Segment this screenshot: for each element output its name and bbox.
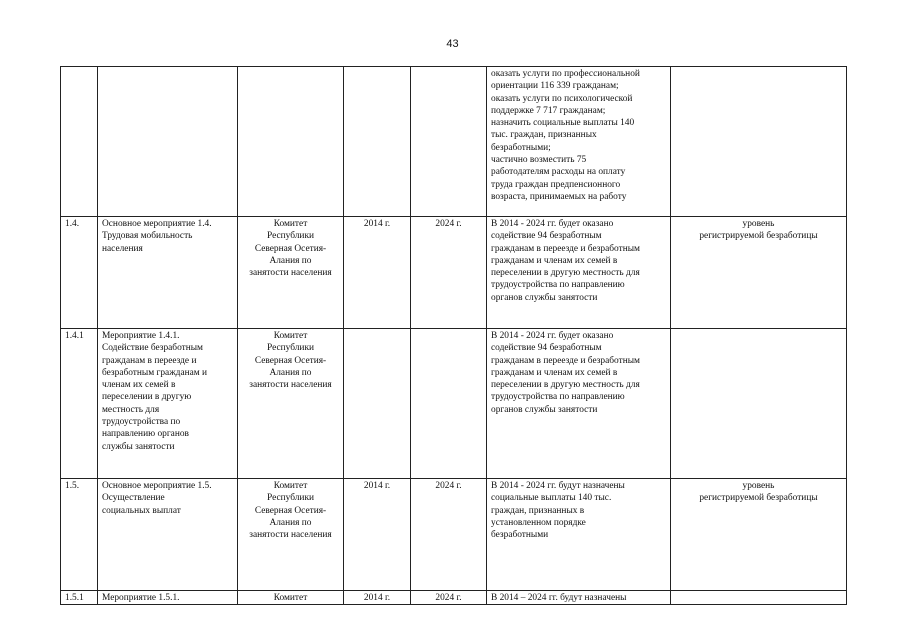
cell-text-line: гражданам и членам их семей в — [491, 367, 618, 378]
activity-name — [98, 329, 238, 479]
end-year — [411, 67, 487, 217]
target-indicator — [671, 217, 847, 329]
table-row — [61, 329, 847, 479]
cell-text-line: гражданам в переезде и — [102, 355, 197, 366]
cell-text-line: частично возместить 75 — [491, 155, 587, 166]
cell-text-line: ориентации 116 339 гражданам; — [491, 81, 619, 92]
cell-text-line: Алания по — [269, 517, 312, 528]
cell-text-line: безработным гражданам и — [102, 367, 208, 378]
target-indicator — [671, 591, 847, 605]
cell-text-line: Алания по — [269, 255, 312, 266]
cell-text-line: оказать услуги по профессиональной — [491, 69, 640, 79]
start-year: 2014 г. — [344, 479, 411, 591]
cell-text-line: органов службы занятости — [491, 292, 598, 303]
cell-text-line: Осуществление — [102, 493, 165, 504]
cell-text-line: регистрируемой безработицы — [699, 231, 818, 242]
expected-result — [487, 329, 671, 479]
cell-text-line: Северная Осетия- — [254, 505, 327, 516]
cell-text-line: социальных выплат — [102, 505, 181, 516]
activity-name — [98, 217, 238, 329]
cell-text-line: Северная Осетия- — [254, 243, 327, 254]
activity-name — [98, 67, 238, 217]
cell-text-line: В 2014 - 2024 гг. будут назначены — [491, 481, 625, 491]
cell-text-line: труда граждан предпенсионного — [491, 179, 621, 190]
cell-text-line: Комитет — [273, 481, 308, 491]
responsible-executor — [238, 67, 344, 217]
cell-text-line: В 2014 - 2024 гг. будет оказано — [491, 331, 614, 341]
page-number: 43 — [446, 38, 459, 50]
cell-text-line: трудоустройства по направлению — [491, 280, 625, 291]
table-row — [61, 67, 847, 217]
cell-text-line: гражданам в переезде и безработным — [491, 355, 640, 366]
responsible-executor — [238, 591, 344, 605]
target-indicator — [671, 67, 847, 217]
cell-text-line: назначить социальные выплаты 140 — [491, 118, 635, 129]
cell-text-line: Северная Осетия- — [254, 355, 327, 366]
program-activities-table — [60, 66, 847, 605]
cell-text-line: Республики — [266, 231, 315, 242]
cell-text-line: возраста, принимаемых на работу — [491, 191, 627, 202]
row-number: 1.4.1 — [61, 329, 98, 479]
cell-text-line: регистрируемой безработицы — [699, 493, 818, 504]
cell-text-line: Алания по — [269, 367, 312, 378]
cell-text-line: Основное мероприятие 1.5. — [102, 481, 212, 491]
cell-text-line: переселении в другую — [102, 392, 192, 403]
start-year: 2014 г. — [344, 217, 411, 329]
responsible-executor — [238, 217, 344, 329]
cell-text-line: В 2014 - 2024 гг. будет оказано — [491, 219, 614, 229]
cell-text-line: содействие 94 безработным — [491, 343, 602, 354]
cell-text-line: установленном порядке — [491, 517, 586, 528]
cell-text-line: Мероприятие 1.4.1. — [102, 331, 180, 341]
cell-text-line: Трудовая мобильность — [102, 231, 193, 242]
responsible-executor — [238, 479, 344, 591]
cell-text-line: службы занятости — [102, 441, 175, 452]
cell-text-line: поддержке 7 717 гражданам; — [491, 105, 606, 116]
target-indicator — [671, 329, 847, 479]
cell-text-line: гражданам и членам их семей в — [491, 255, 618, 266]
table-row — [61, 479, 847, 591]
start-year — [344, 329, 411, 479]
expected-result — [487, 217, 671, 329]
cell-text-line: Мероприятие 1.5.1. — [102, 593, 180, 603]
cell-text-line: В 2014 – 2024 гг. будут назначены — [491, 593, 627, 603]
cell-text-line: Комитет — [273, 593, 308, 603]
table-row — [61, 591, 847, 605]
row-number: 1.4. — [61, 217, 98, 329]
table-row — [61, 217, 847, 329]
cell-text-line: направлению органов — [102, 429, 189, 440]
cell-text-line: Комитет — [273, 331, 308, 341]
cell-text-line: Республики — [266, 493, 315, 504]
row-number: 1.5. — [61, 479, 98, 591]
expected-result — [487, 591, 671, 605]
cell-text-line: местность для — [102, 404, 160, 415]
cell-text-line: социальные выплаты 140 тыс. — [491, 493, 612, 504]
cell-text-line: населения — [102, 243, 143, 254]
start-year — [344, 67, 411, 217]
cell-text-line: оказать услуги по психологической — [491, 93, 633, 104]
cell-text-line: Основное мероприятие 1.4. — [102, 219, 212, 229]
cell-text-line: трудоустройства по направлению — [491, 392, 625, 403]
cell-text-line: тыс. граждан, признанных — [491, 130, 597, 141]
cell-text-line: занятости населения — [249, 380, 332, 391]
cell-text-line: переселении в другую местность для — [491, 268, 640, 279]
target-indicator — [671, 479, 847, 591]
cell-text-line: Республики — [266, 343, 315, 354]
cell-text-line: безработными — [491, 530, 549, 541]
activity-name — [98, 479, 238, 591]
expected-result — [487, 479, 671, 591]
cell-text-line: Комитет — [273, 219, 308, 229]
cell-text-line: Содействие безработным — [102, 343, 203, 354]
cell-text-line: безработными; — [491, 142, 551, 153]
end-year — [411, 329, 487, 479]
cell-text-line: работодателям расходы на оплату — [491, 167, 626, 178]
cell-text-line: гражданам в переезде и безработным — [491, 243, 640, 254]
cell-text-line: занятости населения — [249, 268, 332, 279]
cell-text-line: граждан, признанных в — [491, 505, 585, 516]
row-number: 1.5.1 — [61, 591, 98, 605]
cell-text-line: трудоустройства по — [102, 417, 181, 428]
expected-result — [487, 67, 671, 217]
cell-text-line: уровень — [742, 481, 775, 491]
responsible-executor — [238, 329, 344, 479]
row-number — [61, 67, 98, 217]
cell-text-line: членам их семей в — [102, 380, 176, 391]
cell-text-line: содействие 94 безработным — [491, 231, 602, 242]
start-year: 2014 г. — [344, 591, 411, 605]
end-year: 2024 г. — [411, 479, 487, 591]
cell-text-line: органов службы занятости — [491, 404, 598, 415]
end-year: 2024 г. — [411, 217, 487, 329]
cell-text-line: уровень — [742, 219, 775, 229]
cell-text-line: переселении в другую местность для — [491, 380, 640, 391]
end-year: 2024 г. — [411, 591, 487, 605]
cell-text-line: занятости населения — [249, 530, 332, 541]
activity-name — [98, 591, 238, 605]
